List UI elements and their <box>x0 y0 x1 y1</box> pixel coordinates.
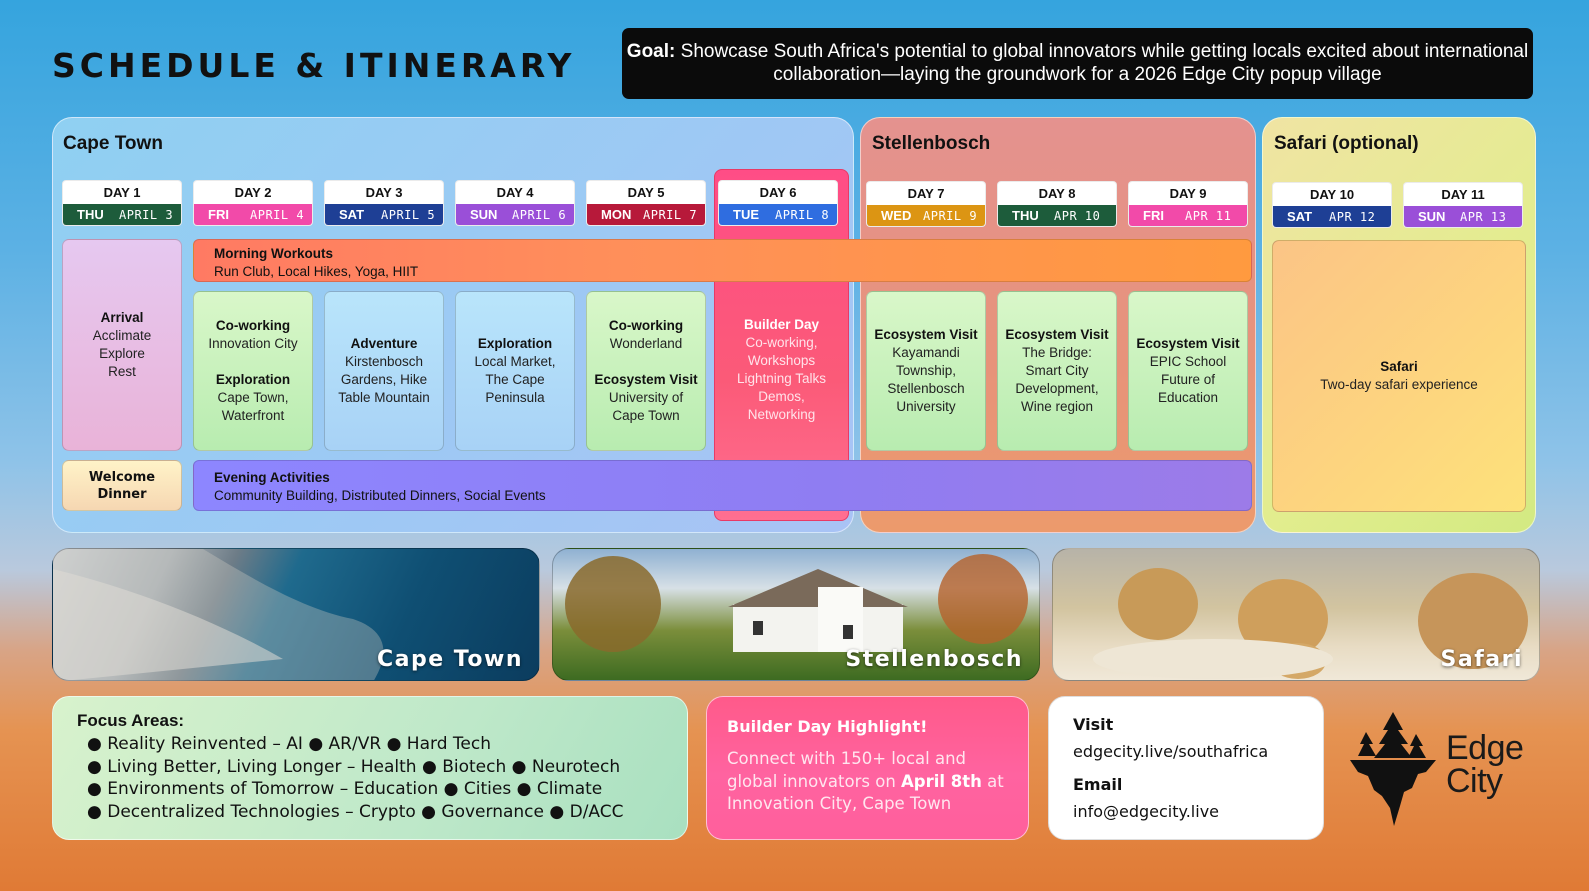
photo-label-cape-town: Cape Town <box>376 647 523 672</box>
welcome-line: Welcome <box>88 469 156 485</box>
activity-title: Ecosystem Visit <box>1136 336 1240 351</box>
day-5-card <box>586 291 706 451</box>
goal-label: Goal: <box>626 41 676 62</box>
activity-line: Innovation City <box>208 336 298 351</box>
activity-title: Ecosystem Visit <box>1005 327 1109 342</box>
weekday: FRI <box>208 207 229 222</box>
activity-line: Co-working, <box>745 335 818 350</box>
activity-line: Future of <box>1160 372 1216 387</box>
welcome-line: Dinner <box>97 486 147 502</box>
arrival-line: Acclimate <box>92 328 152 343</box>
page-title: SCHEDULE & ITINERARY <box>52 46 576 85</box>
focus-area-item: ● Living Better, Living Longer – Health ● Biotech ● Neurotech <box>87 756 621 777</box>
day-date-strip <box>998 205 1116 227</box>
day-number: DAY 7 <box>907 186 945 201</box>
activity-line: University <box>896 399 956 414</box>
visit-label: Visit <box>1073 715 1114 734</box>
activity-title: Exploration <box>477 336 553 351</box>
activity-line: Smart City <box>1025 363 1089 378</box>
focus-area-item: ● Environments of Tomorrow – Education ● Cities ● Climate <box>87 779 603 799</box>
day-4-card <box>455 291 575 451</box>
weekday: SUN <box>1418 209 1446 224</box>
activity-line: The Cape <box>485 372 545 387</box>
weekday: THU <box>1012 208 1039 223</box>
visit-link[interactable]: edgecity.live/southafrica <box>1073 742 1269 761</box>
goal-banner <box>622 28 1533 99</box>
focus-area-item: ● Decentralized Technologies – Crypto ● Governance ● D/ACC <box>87 801 624 822</box>
arrival-card <box>62 239 182 451</box>
day-8-card <box>997 291 1117 451</box>
date: APR 13 <box>1460 210 1507 224</box>
day-number: DAY 1 <box>103 185 141 200</box>
day-date-strip <box>456 204 574 226</box>
focus-areas-panel <box>52 696 688 840</box>
day-number: DAY 8 <box>1038 186 1076 201</box>
weekday: THU <box>77 207 104 222</box>
morning-workouts-bar <box>193 239 1252 282</box>
day-header-11 <box>1403 182 1523 228</box>
photo-label-safari: Safari <box>1440 647 1523 672</box>
photo-stellenbosch <box>552 548 1040 681</box>
activity-line: EPIC School <box>1149 354 1227 369</box>
morning-text: Run Club, Local Hikes, Yoga, HIIT <box>214 264 419 279</box>
safari-card <box>1272 240 1526 512</box>
day-header-7 <box>866 181 986 227</box>
contact-panel <box>1048 696 1324 840</box>
logo-wordmark: Edge City <box>1446 729 1524 800</box>
activity-title: Ecosystem Visit <box>874 327 978 342</box>
day-header-6 <box>718 180 838 226</box>
day-number: DAY 4 <box>496 185 534 200</box>
photo-label-stellenbosch: Stellenbosch <box>845 647 1023 672</box>
activity-line: Table Mountain <box>338 390 430 405</box>
day-date-strip <box>1404 206 1522 228</box>
activity-line: Cape Town <box>612 408 680 423</box>
activity-line: Cape Town, <box>217 390 289 405</box>
weekday: SAT <box>339 207 365 222</box>
day-number: DAY 3 <box>365 185 403 200</box>
day-3-card <box>324 291 444 451</box>
focus-areas-title: Focus Areas: <box>77 711 185 730</box>
day-header-10 <box>1272 182 1392 228</box>
focus-areas-list <box>77 733 663 823</box>
day-date-strip <box>194 204 312 226</box>
weekday: MON <box>601 207 632 222</box>
floating-island-icon <box>1346 710 1441 828</box>
arrival-title: Arrival <box>100 310 144 325</box>
activity-title: Exploration <box>215 372 291 387</box>
day-date-strip <box>587 204 705 226</box>
activity-line: Stellenbosch <box>887 381 965 396</box>
day-date-strip <box>1273 206 1391 228</box>
activity-title: Co-working <box>608 318 684 333</box>
date: APRIL 4 <box>250 208 305 222</box>
activity-title: Safari <box>1380 359 1418 374</box>
region-title-safari: Safari (optional) <box>1274 133 1419 154</box>
activity-line: Waterfront <box>221 408 285 423</box>
weekday: FRI <box>1143 208 1164 223</box>
region-title-cape-town: Cape Town <box>63 133 163 154</box>
email-label: Email <box>1073 775 1123 794</box>
day-header-2 <box>193 180 313 226</box>
date: APR 10 <box>1054 209 1101 223</box>
activity-line: Demos, <box>758 389 805 404</box>
email-link[interactable]: info@edgecity.live <box>1073 802 1219 821</box>
day-number: DAY 10 <box>1309 187 1355 202</box>
day-date-strip <box>719 204 837 226</box>
date: APRIL 9 <box>923 209 978 223</box>
activity-title: Co-working <box>215 318 291 333</box>
activity-line: Education <box>1157 390 1219 405</box>
day-number: DAY 11 <box>1441 187 1485 202</box>
activity-line: Networking <box>747 407 816 422</box>
builder-day-panel <box>706 696 1029 840</box>
activity-line: Township, <box>895 363 957 378</box>
arrival-line: Explore <box>99 346 145 361</box>
activity-line: The Bridge: <box>1022 345 1092 360</box>
activity-line: Wonderland <box>609 336 683 351</box>
goal-text: Showcase South Africa's potential to global innovators while getting locals excited about international collaboration—laying the groundwork for a 2026 Edge City popup village <box>680 41 1529 85</box>
activity-line: Lightning Talks <box>736 371 827 386</box>
arrival-line: Rest <box>108 364 136 379</box>
day-header-5 <box>586 180 706 226</box>
edge-city-logo <box>1346 710 1546 828</box>
date: APRIL 5 <box>381 208 436 222</box>
day-number: DAY 9 <box>1169 186 1207 201</box>
day-date-strip <box>325 204 443 226</box>
activity-line: Kirstenbosch <box>344 354 424 369</box>
day-6-card <box>716 300 847 440</box>
day-2-card <box>193 291 313 451</box>
date: APRIL 8 <box>775 208 830 222</box>
activity-title: Adventure <box>350 336 418 351</box>
activity-line: Local Market, <box>474 354 556 369</box>
activity-title: Builder Day <box>743 317 820 332</box>
day-header-4 <box>455 180 575 226</box>
day-number: DAY 2 <box>234 185 272 200</box>
day-9-card <box>1128 291 1248 451</box>
photo-safari <box>1052 548 1540 681</box>
date: APR 11 <box>1185 209 1232 223</box>
day-date-strip <box>867 205 985 227</box>
photo-cape-town <box>52 548 540 681</box>
activity-line: University of <box>608 390 684 405</box>
activity-line: Peninsula <box>485 390 545 405</box>
day-header-1 <box>62 180 182 226</box>
evening-text: Community Building, Distributed Dinners, Social Events <box>214 488 546 503</box>
focus-area-item: ● Reality Reinvented – AI ● AR/VR ● Hard Tech <box>87 734 491 754</box>
day-date-strip <box>63 204 181 226</box>
day-header-9 <box>1128 181 1248 227</box>
day-7-card <box>866 291 986 451</box>
morning-title: Morning Workouts <box>214 246 333 261</box>
date: APR 12 <box>1329 210 1376 224</box>
activity-line: Development, <box>1015 381 1099 396</box>
evening-title: Evening Activities <box>214 470 330 485</box>
evening-activities-bar <box>193 460 1252 511</box>
weekday: WED <box>881 208 912 223</box>
activity-line: Workshops <box>747 353 816 368</box>
date: APRIL 6 <box>512 208 567 222</box>
day-number: DAY 5 <box>627 185 665 200</box>
builder-day-text: Connect with 150+ local and global innovators on April 8th at Innovation City, Cape Town <box>727 749 1004 813</box>
welcome-dinner-card <box>62 460 182 511</box>
date: APRIL 3 <box>119 208 174 222</box>
weekday: TUE <box>733 207 759 222</box>
date: APRIL 7 <box>643 208 698 222</box>
region-title-stellenbosch: Stellenbosch <box>872 133 991 154</box>
activity-line: Two-day safari experience <box>1320 377 1478 392</box>
day-date-strip <box>1129 205 1247 227</box>
weekday: SAT <box>1287 209 1313 224</box>
day-header-8 <box>997 181 1117 227</box>
builder-day-title: Builder Day Highlight! <box>727 717 928 736</box>
activity-line: Kayamandi <box>892 345 960 360</box>
activity-line: Wine region <box>1020 399 1094 414</box>
activity-line: Gardens, Hike <box>340 372 428 387</box>
weekday: SUN <box>470 207 498 222</box>
day-number: DAY 6 <box>759 185 797 200</box>
day-header-3 <box>324 180 444 226</box>
activity-title: Ecosystem Visit <box>594 372 698 387</box>
